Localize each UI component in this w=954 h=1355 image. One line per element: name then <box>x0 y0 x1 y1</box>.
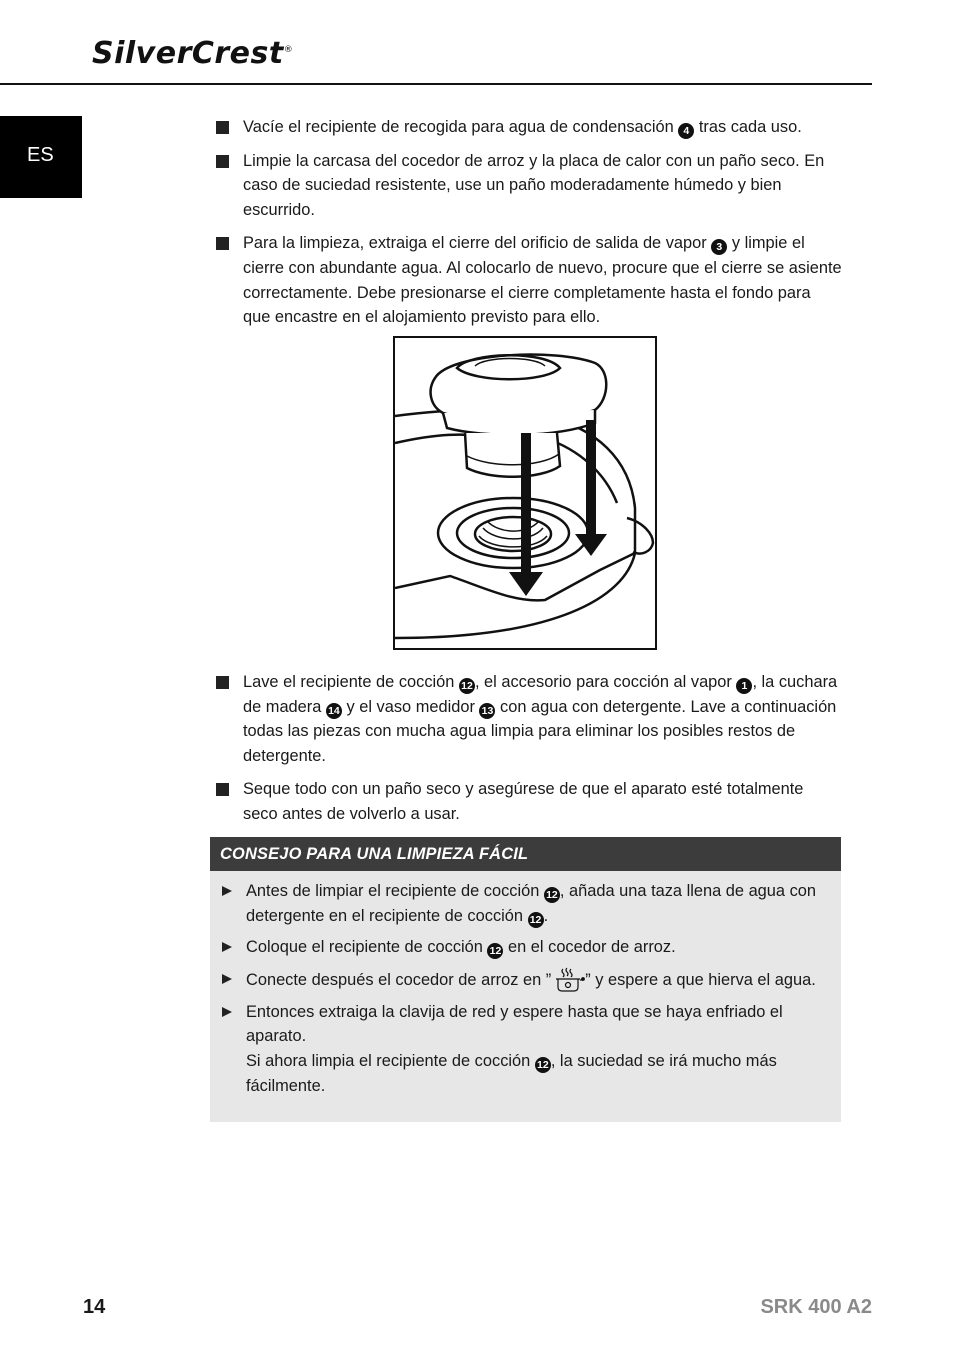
list-item: Seque todo con un paño seco y asegúrese de que el aparato esté totalmente seco antes de volverlo a usar. <box>216 777 842 826</box>
tip-item: Antes de limpiar el recipiente de cocción 12 , añada una taza llena de agua con detergente en el recipiente de cocción 12 . <box>220 879 820 928</box>
square-bullet-icon <box>216 783 229 796</box>
registered-mark: ® <box>283 45 294 55</box>
tip-item: Coloque el recipiente de cocción 12 en el cocedor de arroz. <box>220 935 820 960</box>
page-number: 14 <box>83 1296 106 1318</box>
bullet-list-bottom <box>216 670 842 827</box>
list-item: Limpie la carcasa del cocedor de arroz y la placa de calor con un paño seco. En caso de suciedad resistente, use un paño moderadamente húmedo y bien escurrido. <box>216 149 842 223</box>
square-bullet-icon <box>216 121 229 134</box>
ref-number: 12 <box>487 943 503 959</box>
ref-number: 12 <box>544 887 560 903</box>
list-item: Para la limpieza, extraiga el cierre del orificio de salida de vapor 3 y limpie el cierre con abundante agua. Al colocarlo de nuevo, procure que el cierre se asiente correctamente. Debe presionarse el cierre completamente hasta el fondo para que encastre en el alojamiento previsto para ello. <box>216 231 842 329</box>
bullet-list-top <box>216 115 842 330</box>
list-item: Vacíe el recipiente de recogida para agua de condensación 4 tras cada uso. <box>216 115 842 140</box>
cooking-pot-icon <box>551 967 585 993</box>
language-tab <box>0 116 82 198</box>
square-bullet-icon <box>216 155 229 168</box>
ref-number: 3 <box>711 239 727 255</box>
square-bullet-icon <box>216 237 229 250</box>
triangle-bullet-icon <box>222 1007 232 1017</box>
brand-name: SilverCrest <box>92 36 284 71</box>
language-tab-label: ES <box>27 144 54 166</box>
ref-number: 14 <box>326 703 342 719</box>
ref-number: 1 <box>736 678 752 694</box>
tip-box <box>210 837 841 1122</box>
ref-number: 13 <box>479 703 495 719</box>
tip-item: Conecte después el cocedor de arroz en ” ” y espere a que hierva el agua. <box>220 967 820 993</box>
steam-valve-illustration <box>393 336 657 650</box>
tip-item: Entonces extraiga la clavija de red y espere hasta que se haya enfriado el aparato. Si ahora limpia el recipiente de cocción 12 , la suciedad se irá mucho más fácilmente. <box>220 1000 820 1098</box>
ref-number: 12 <box>535 1057 551 1073</box>
triangle-bullet-icon <box>222 942 232 952</box>
header-rule <box>0 83 872 85</box>
triangle-bullet-icon <box>222 886 232 896</box>
ref-number: 12 <box>528 912 544 928</box>
brand-logo <box>92 36 293 71</box>
square-bullet-icon <box>216 676 229 689</box>
ref-number: 12 <box>459 678 475 694</box>
tip-list <box>220 879 820 1098</box>
list-item: Lave el recipiente de cocción 12 , el accesorio para cocción al vapor 1 , la cuchara de madera 14 y el vaso medidor 13 con agua con detergente. Lave a continuación todas las piezas con mucha agua limpia para eliminar los posibles restos de detergente. <box>216 670 842 768</box>
steam-valve-drawing <box>395 338 655 648</box>
tip-title: CONSEJO PARA UNA LIMPIEZA FÁCIL <box>210 837 841 871</box>
triangle-bullet-icon <box>222 974 232 984</box>
ref-number: 4 <box>678 123 694 139</box>
model-name: SRK 400 A2 <box>760 1296 872 1318</box>
